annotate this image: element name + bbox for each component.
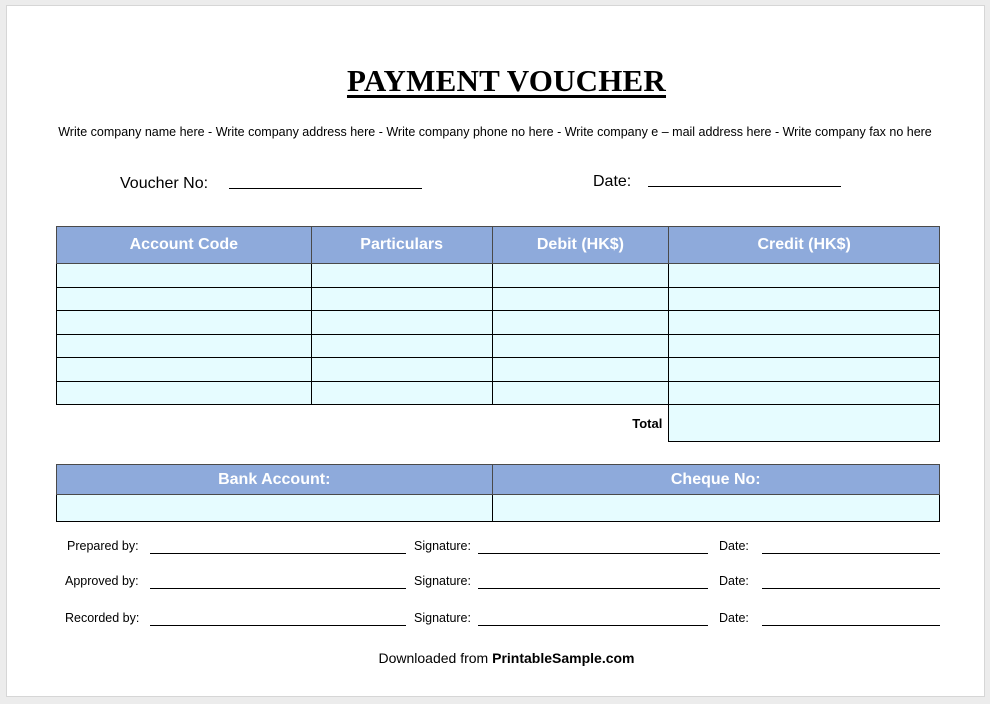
bank-account-header: Bank Account: bbox=[57, 465, 493, 495]
prepared-date-field[interactable] bbox=[762, 553, 940, 554]
approved-by-field[interactable] bbox=[150, 588, 406, 589]
table-row bbox=[57, 381, 940, 405]
debit-cell[interactable] bbox=[492, 264, 669, 288]
credit-cell[interactable] bbox=[669, 287, 940, 311]
prepared-by-field[interactable] bbox=[150, 553, 406, 554]
table-row bbox=[57, 334, 940, 358]
account-code-cell[interactable] bbox=[57, 287, 312, 311]
bank-account-field[interactable] bbox=[57, 495, 493, 522]
particulars-cell[interactable] bbox=[311, 311, 492, 335]
total-row bbox=[57, 405, 940, 442]
account-code-cell[interactable] bbox=[57, 334, 312, 358]
account-code-cell[interactable] bbox=[57, 311, 312, 335]
cheque-no-field[interactable] bbox=[492, 495, 940, 522]
table-row bbox=[57, 264, 940, 288]
debit-cell[interactable] bbox=[492, 358, 669, 382]
total-label: Total bbox=[492, 405, 669, 442]
voucher-no-field[interactable] bbox=[229, 188, 422, 189]
recorded-signature-label: Signature: bbox=[414, 611, 471, 625]
total-cell[interactable] bbox=[669, 405, 940, 442]
particulars-cell[interactable] bbox=[311, 381, 492, 405]
recorded-signature-field[interactable] bbox=[478, 625, 708, 626]
footer-credit bbox=[0, 650, 990, 666]
table-row bbox=[57, 358, 940, 382]
bank-header-row bbox=[57, 465, 940, 495]
credit-cell[interactable] bbox=[669, 311, 940, 335]
header-credit: Credit (HK$) bbox=[669, 227, 940, 264]
approved-signature-field[interactable] bbox=[478, 588, 708, 589]
particulars-cell[interactable] bbox=[311, 264, 492, 288]
approved-by-label: Approved by: bbox=[65, 574, 139, 588]
credit-cell[interactable] bbox=[669, 381, 940, 405]
debit-cell[interactable] bbox=[492, 287, 669, 311]
particulars-cell[interactable] bbox=[311, 287, 492, 311]
table-header-row bbox=[57, 227, 940, 264]
prepared-signature-field[interactable] bbox=[478, 553, 708, 554]
table-row bbox=[57, 311, 940, 335]
page-title: PAYMENT VOUCHER bbox=[346, 63, 667, 98]
voucher-no-label: Voucher No: bbox=[120, 175, 209, 192]
credit-cell[interactable] bbox=[669, 334, 940, 358]
credit-cell[interactable] bbox=[669, 358, 940, 382]
bank-input-row bbox=[57, 495, 940, 522]
debit-cell[interactable] bbox=[492, 334, 669, 358]
account-code-cell[interactable] bbox=[57, 381, 312, 405]
recorded-by-label: Recorded by: bbox=[65, 611, 140, 625]
recorded-date-field[interactable] bbox=[762, 625, 940, 626]
account-code-cell[interactable] bbox=[57, 264, 312, 288]
debit-cell[interactable] bbox=[492, 381, 669, 405]
date-field[interactable] bbox=[648, 186, 841, 187]
table-row bbox=[57, 287, 940, 311]
approved-date-label: Date: bbox=[719, 574, 749, 588]
date-label: Date: bbox=[593, 173, 632, 190]
bank-table bbox=[56, 464, 940, 522]
approved-signature-label: Signature: bbox=[414, 574, 471, 588]
approved-date-field[interactable] bbox=[762, 588, 940, 589]
credit-cell[interactable] bbox=[669, 264, 940, 288]
prepared-signature-label: Signature: bbox=[414, 539, 471, 553]
footer-site-link[interactable]: PrintableSample.com bbox=[492, 650, 635, 666]
particulars-cell[interactable] bbox=[311, 334, 492, 358]
account-code-cell[interactable] bbox=[57, 358, 312, 382]
header-debit: Debit (HK$) bbox=[492, 227, 669, 264]
prepared-date-label: Date: bbox=[719, 539, 749, 553]
header-account-code: Account Code bbox=[57, 227, 312, 264]
footer-prefix: Downloaded from bbox=[378, 650, 493, 666]
particulars-cell[interactable] bbox=[311, 358, 492, 382]
recorded-date-label: Date: bbox=[719, 611, 749, 625]
recorded-by-field[interactable] bbox=[150, 625, 406, 626]
debit-cell[interactable] bbox=[492, 311, 669, 335]
header-particulars: Particulars bbox=[311, 227, 492, 264]
voucher-table bbox=[56, 226, 940, 442]
prepared-by-label: Prepared by: bbox=[67, 539, 139, 553]
cheque-no-header: Cheque No: bbox=[492, 465, 940, 495]
company-info-line: Write company name here - Write company address here - Write company phone no here - Write company e – mail address here - Write company fax no here bbox=[58, 125, 932, 139]
